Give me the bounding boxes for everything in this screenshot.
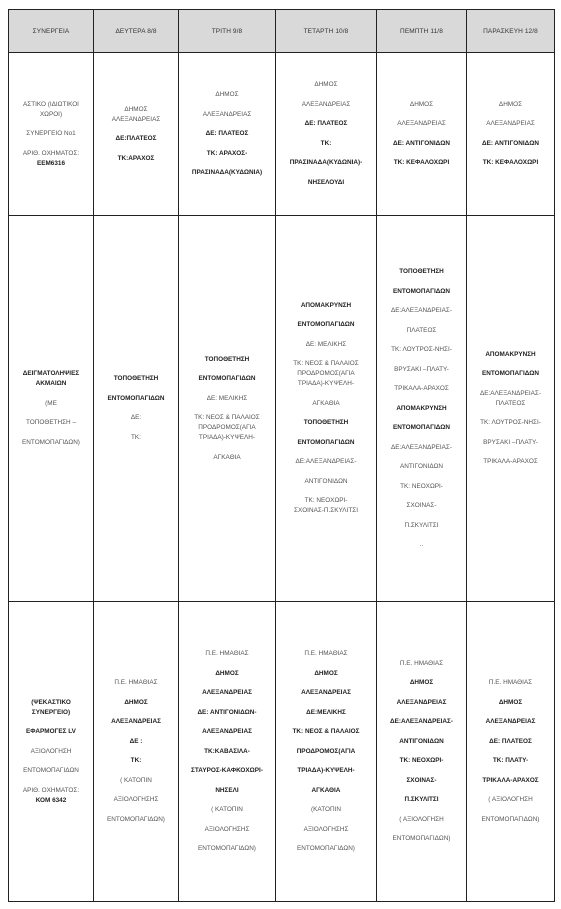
cell-text-line: ΕΝΤΟΜΟΠΑΓΙΔΩΝ) xyxy=(297,845,355,852)
thursday-cell xyxy=(377,53,467,216)
header-teams: ΣΥΝΕΡΓΕΙΑ xyxy=(9,10,94,53)
cell-text-line: ΤΚ: xyxy=(320,139,332,147)
cell-text-line: ΤΡΙΑΔΑ)-ΚΥΨΕΛΗ- xyxy=(198,434,256,441)
cell-text-line: ΔΕ:ΑΛΕΞΑΝΔΡΕΙΑΣ- xyxy=(295,458,357,466)
cell-text-line: ΤΚ:ΑΡΑΧΟΣ xyxy=(117,154,155,162)
cell-text-line: ΣΤΑΥΡΟΣ-ΚΑΦΚΟΧΩΡΙ- xyxy=(191,767,263,774)
cell-text-line: ΕΝΤΟΜΟΠΑΓΙΔΩΝ xyxy=(392,424,451,431)
cell-text-line: ΤΟΠΟΘΕΤΗΣΗ xyxy=(204,355,250,363)
friday-cell xyxy=(467,53,555,216)
cell-text-line: ΔΗΜΟΣ xyxy=(498,698,523,706)
cell-text-line: ( ΑΞΙΟΛΟΓΗΣΗ xyxy=(488,796,533,804)
cell-text-line: ΚΟΜ 6342 xyxy=(35,796,67,804)
header-wednesday: ΤΕΤΑΡΤΗ 10/8 xyxy=(276,10,377,53)
cell-text-line: ΤΚ: ΝΕΟΧΩΡΙ- xyxy=(400,482,443,490)
header-thursday: ΠΕΜΠΤΗ 11/8 xyxy=(377,10,467,53)
cell-text-line: ΠΛΑΤΕΟΣ xyxy=(495,399,526,407)
cell-text-line: ΕΝΤΟΜΟΠΑΓΙΔΩΝ) xyxy=(107,815,165,823)
tuesday-cell xyxy=(179,602,276,902)
cell-text-line: ΤΚ: ΛΟΥΤΡΟΣ-ΝΗΣΙ- xyxy=(391,346,452,353)
cell-text-line: ΔΕ: xyxy=(130,414,142,422)
cell-text-line: ΔΕ: ΠΛΑΤΕΟΣ xyxy=(304,120,348,128)
cell-text-line: ΕΝΤΟΜΟΠΑΓΙΔΩΝ xyxy=(297,321,355,329)
cell-text-line: ( ΚΑΤΟΠΙΝ xyxy=(120,776,152,784)
cell-text-line: ΔΕ:ΑΛΕΞΑΝΔΡΕΙΑΣ- xyxy=(479,389,542,397)
cell-text-line: ΕΝΤΟΜΟΠΑΓΙΔΩΝ xyxy=(297,438,355,446)
monday-cell xyxy=(94,53,179,216)
cell-text-line: ΣΧΟΙΝΑΣ-Π.ΣΚΥΛΙΤΣΙ xyxy=(294,507,358,515)
cell-text-line: ΔΗΜΟΣ xyxy=(124,698,148,706)
cell-text-line: ΑΡΙΘ. ΟΧΗΜΑΤΟΣ: xyxy=(22,149,80,157)
cell-text-line: ΕΝΤΟΜΟΠΑΓΙΔΩΝ xyxy=(198,375,256,382)
cell-text-line: ΣΥΝΕΡΓΕΙΟ Νο1 xyxy=(26,130,76,137)
thursday-cell xyxy=(377,216,467,602)
cell-text-line: ΔΕ: ΑΝΤΙΓΟΝΙΔΩΝ xyxy=(482,139,539,147)
cell-text-line: ΔΗΜΟΣ xyxy=(314,669,338,677)
cell-text-line: ΔΕ : xyxy=(129,737,143,745)
cell-text-line: ΔΕ: ΠΛΑΤΕΟΣ xyxy=(489,737,532,745)
cell-text-line: ΤΚ: ΝΕΟΣ & ΠΑΛΑΙΟΣ xyxy=(293,360,359,368)
schedule-table xyxy=(8,9,555,902)
wednesday-cell xyxy=(276,53,377,216)
cell-text-line: (ΚΑΤΟΠΙΝ xyxy=(311,806,341,813)
cell-text-line: ΑΞΙΟΛΟΓΗΣΗ xyxy=(30,747,72,755)
cell-text-line: ΤΚ: ΝΕΟΣ & ΠΑΛΑΙΟΣ xyxy=(194,414,260,421)
cell-text-line: ΔΕ: ΑΝΤΙΓΟΝΙΔΩΝ xyxy=(393,139,450,147)
cell-text-line: ΠΡΟΔΡΟΜΟΣ(ΑΓΙΑ xyxy=(198,424,256,431)
table-row xyxy=(9,53,555,216)
cell-text-line: ΤΚ: xyxy=(131,433,141,441)
cell-text-line: ΒΡΥΣΑΚΙ –ΠΛΑΤΥ- xyxy=(483,438,538,446)
wednesday-cell xyxy=(276,216,377,602)
team-cell xyxy=(9,602,94,902)
cell-text-line: ΔΕ:ΜΕΛΙΚΗΣ xyxy=(306,708,346,716)
cell-text-line: ΔΗΜΟΣ xyxy=(498,100,523,108)
cell-text-line: ΤΚ: ΝΕΟΧΩΡΙ- xyxy=(304,497,348,505)
cell-text-line: ΔΕ: ΜΕΛΙΚΗΣ xyxy=(206,394,248,402)
cell-text-line: ΑΛΕΞΑΝΔΡΕΙΑΣ xyxy=(396,698,447,706)
table-row xyxy=(9,602,555,902)
cell-text-line: ΑΠΟΜΑΚΡΥΝΣΗ xyxy=(396,404,447,412)
cell-text-line: Π.Ε. ΗΜΑΘΙΑΣ xyxy=(399,659,444,667)
cell-text-line: ΕΕΜ6316 xyxy=(36,159,66,167)
cell-text-line: ΠΡΟΔΡΟΜΟΣ(ΑΓΙΑ xyxy=(296,747,356,755)
cell-text-line: ΑΞΙΟΛΟΓΗΣΗΣ xyxy=(204,825,250,833)
cell-text-line: ΕΦΑΡΜΟΓΕΣ LV xyxy=(26,728,76,735)
cell-text-line: ΤΚ: ΛΟΥΤΡΟΣ-ΝΗΣΙ- xyxy=(480,419,541,427)
cell-text-line: ΔΕ:ΑΛΕΞΑΝΔΡΕΙΑΣ- xyxy=(390,443,453,451)
cell-text-line: ΑΚΜΑΙΩΝ xyxy=(35,380,67,388)
cell-text-line: ΑΝΤΙΓΟΝΙΔΩΝ xyxy=(399,463,444,470)
cell-text-line: ΑΞΙΟΛΟΓΗΣΗΣ xyxy=(303,825,349,833)
cell-text-line: (ΜΕ xyxy=(45,399,57,407)
cell-text-line: ΤΡΙΚΑΛΑ-ΑΡΑΧΟΣ xyxy=(483,458,538,466)
cell-text-line: ΔΕ: ΠΛΑΤΕΟΣ xyxy=(205,130,249,137)
cell-text-line: ΤΚ: ΝΕΟΧΩΡΙ- xyxy=(399,757,444,765)
thursday-cell xyxy=(377,602,467,902)
cell-text-line: ΕΝΤΟΜΟΠΑΓΙΔΩΝ xyxy=(392,287,451,295)
cell-text-line: ΔΕ:ΠΛΑΤΕΟΣ xyxy=(115,135,157,142)
header-tuesday: ΤΡΙΤΗ 9/8 xyxy=(179,10,276,53)
cell-text-line: ΤΚ: ΠΛΑΤΥ- xyxy=(492,757,529,765)
cell-text-line: ΧΩΡΟΙ) xyxy=(39,110,63,118)
cell-text-line: ΣΥΝΕΡΓΕΙΟ) xyxy=(31,708,71,716)
cell-text-line: ΑΝΤΙΓΟΝΙΔΩΝ xyxy=(399,737,444,745)
cell-text-line: ΕΝΤΟΜΟΠΑΓΙΔΩΝ xyxy=(23,767,79,774)
cell-text-line: ΑΓΚΑΘΙΑ xyxy=(213,453,241,461)
cell-text-line: Π.Ε. ΗΜΑΘΙΑΣ xyxy=(205,650,249,657)
cell-text-line: .. xyxy=(419,541,424,548)
cell-text-line: ΔΕ:ΑΛΕΞΑΝΔΡΕΙΑΣ- xyxy=(390,307,453,314)
cell-text-line: Π.Ε. ΗΜΑΘΙΑΣ xyxy=(114,679,158,687)
cell-text-line: ΑΡΙΘ. ΟΧΗΜΑΤΟΣ: xyxy=(22,786,80,794)
cell-text-line: ΔΕ:ΑΛΕΞΑΝΔΡΕΙΑΣ- xyxy=(390,718,453,726)
cell-text-line: ΠΡΑΣΙΝΑΔΑ(ΚΥΔΩΝΙΑ) xyxy=(191,169,263,176)
cell-text-line: ΤΡΙΑΔΑ)-ΚΥΨΕΛΗ- xyxy=(297,380,355,388)
cell-text-line: ΔΗΜΟΣ xyxy=(409,100,434,108)
table-row xyxy=(9,216,555,602)
monday-cell xyxy=(94,216,179,602)
cell-text-line: Π.Ε. ΗΜΑΘΙΑΣ xyxy=(304,650,348,657)
cell-text-line: ΠΛΑΤΕΟΣ xyxy=(406,326,437,334)
cell-text-line: ΑΝΤΙΓΟΝΙΔΩΝ xyxy=(304,477,348,485)
team-cell xyxy=(9,53,94,216)
cell-text-line: ΝΗΣΕΛΙ xyxy=(215,786,239,794)
cell-text-line: ΝΗΣΕΛΟΥΔΙ xyxy=(307,178,345,186)
cell-text-line: ΕΝΤΟΜΟΠΑΓΙΔΩΝ xyxy=(107,394,165,402)
friday-cell xyxy=(467,216,555,602)
cell-text-line: ΑΛΕΞΑΝΔΡΕΙΑΣ xyxy=(397,120,446,128)
cell-text-line: ΣΧΟΙΝΑΣ- xyxy=(406,776,437,784)
cell-text-line: ΤΚ: ΝΕΟΣ & ΠΑΛΑΙΟΣ xyxy=(292,728,360,735)
cell-text-line: ( ΑΞΙΟΛΟΓΗΣΗ xyxy=(399,815,444,823)
cell-text-line: ΤΟΠΟΘΕΤΗΣΗ xyxy=(303,419,349,427)
cell-text-line: ΤΡΙΑΔΑ)-ΚΥΨΕΛΗ- xyxy=(297,767,355,774)
monday-cell xyxy=(94,602,179,902)
cell-text-line: Π.ΣΚΥΛΙΤΣΙ xyxy=(404,521,439,529)
cell-text-line: ΔΗΜΟΣ xyxy=(215,669,239,677)
header-monday: ΔΕΥΤΕΡΑ 8/8 xyxy=(94,10,179,53)
cell-text-line: ( ΚΑΤΟΠΙΝ xyxy=(211,806,243,813)
cell-text-line: ΑΓΚΑΘΙΑ xyxy=(312,399,340,407)
cell-text-line: ΑΛΕΞΑΝΔΡΕΙΑΣ xyxy=(111,718,161,726)
team-cell xyxy=(9,216,94,602)
cell-text-line: ΔΗΜΟΣ xyxy=(314,81,338,89)
cell-text-line: ΑΛΕΞΑΝΔΡΕΙΑΣ xyxy=(485,718,536,726)
cell-text-line: ΤΚ: xyxy=(130,757,142,765)
cell-text-line: ΔΗΜΟΣ xyxy=(124,105,148,113)
cell-text-line: ΔΕΙΓΜΑΤΟΛΗΨΙΕΣ xyxy=(22,370,80,378)
cell-text-line: ΠΡΟΔΡΟΜΟΣ(ΑΓΙΑ xyxy=(297,370,355,378)
cell-text-line: Π.ΣΚΥΛΙΤΣΙ xyxy=(404,796,439,804)
cell-text-line: ΑΛΕΞΑΝΔΡΕΙΑΣ xyxy=(202,110,252,118)
friday-cell xyxy=(467,602,555,902)
header-friday: ΠΑΡΑΣΚΕΥΗ 12/8 xyxy=(467,10,555,53)
cell-text-line: ΤΟΠΟΘΕΤΗΣΗ – xyxy=(26,419,76,427)
cell-text-line: ΑΓΚΑΘΙΑ xyxy=(311,786,341,794)
cell-text-line: ΑΛΕΞΑΝΔΡΕΙΑΣ xyxy=(202,689,252,696)
cell-text-line: ΕΝΤΟΜΟΠΑΓΙΔΩΝ xyxy=(481,370,540,378)
cell-text-line: ΤΡΙΚΑΛΑ-ΑΡΑΧΟΣ xyxy=(482,776,539,784)
cell-text-line: ΤΡΙΚΑΛΑ-ΑΡΑΧΟΣ xyxy=(394,385,449,392)
cell-text-line: ΤΚ:ΚΑΒΑΣΙΛΑ- xyxy=(204,747,250,755)
cell-text-line: ΑΛΕΞΑΝΔΡΕΙΑΣ xyxy=(202,728,252,735)
cell-text-line: ΕΝΤΟΜΟΠΑΓΙΔΩΝ) xyxy=(22,438,80,446)
cell-text-line: ΔΕ: ΜΕΛΙΚΗΣ xyxy=(305,340,347,348)
cell-text-line: ΑΠΟΜΑΚΡΥΝΣΗ xyxy=(300,301,352,309)
cell-text-line: ΑΛΕΞΑΝΔΡΕΙΑΣ xyxy=(486,120,535,128)
cell-text-line: ΑΛΕΞΑΝΔΡΕΙΑΣ xyxy=(301,689,351,696)
cell-text-line: ΑΠΟΜΑΚΡΥΝΣΗ xyxy=(485,350,536,358)
cell-text-line: ΕΝΤΟΜΟΠΑΓΙΔΩΝ) xyxy=(481,815,540,823)
cell-text-line: ΑΛΕΞΑΝΔΡΕΙΑΣ xyxy=(111,115,161,123)
cell-text-line: ΠΡΑΣΙΝΑΔΑ(ΚΥΔΩΝΙΑ)- xyxy=(289,159,363,167)
cell-text-line: (ΨΕΚΑΣΤΙΚΟ xyxy=(31,698,71,706)
cell-text-line: ΑΛΕΞΑΝΔΡΕΙΑΣ xyxy=(301,100,351,108)
cell-text-line: ΤΚ: ΑΡΑΧΟΣ- xyxy=(206,149,248,157)
tuesday-cell xyxy=(179,216,276,602)
cell-text-line: ΒΡΥΣΑΚΙ –ΠΛΑΤΥ- xyxy=(394,365,449,373)
cell-text-line: Π.Ε. ΗΜΑΘΙΑΣ xyxy=(488,679,533,687)
cell-text-line: ΕΝΤΟΜΟΠΑΓΙΔΩΝ) xyxy=(392,835,451,843)
wednesday-cell xyxy=(276,602,377,902)
cell-text-line: ΤΚ: ΚΕΦΑΛΟΧΩΡΙ xyxy=(482,159,539,167)
tuesday-cell xyxy=(179,53,276,216)
cell-text-line: ΔΕ: ΑΝΤΙΓΟΝΙΔΩΝ- xyxy=(197,708,257,716)
cell-text-line: ΑΣΤΙΚΟ (ΙΔΙΩΤΙΚΟΙ xyxy=(23,100,79,108)
cell-text-line: ΔΗΜΟΣ xyxy=(409,679,434,687)
cell-text-line: ΕΝΤΟΜΟΠΑΓΙΔΩΝ) xyxy=(198,845,256,852)
header-row xyxy=(9,10,555,53)
cell-text-line: ΤΟΠΟΘΕΤΗΣΗ xyxy=(399,268,444,275)
cell-text-line: ΔΗΜΟΣ xyxy=(215,91,239,98)
cell-text-line: ΑΞΙΟΛΟΓΗΣΗΣ xyxy=(113,796,159,804)
cell-text-line: ΤΟΠΟΘΕΤΗΣΗ xyxy=(113,375,159,383)
cell-text-line: ΣΧΟΙΝΑΣ- xyxy=(406,502,437,509)
cell-text-line: ΤΚ: ΚΕΦΑΛΟΧΩΡΙ xyxy=(393,159,450,167)
